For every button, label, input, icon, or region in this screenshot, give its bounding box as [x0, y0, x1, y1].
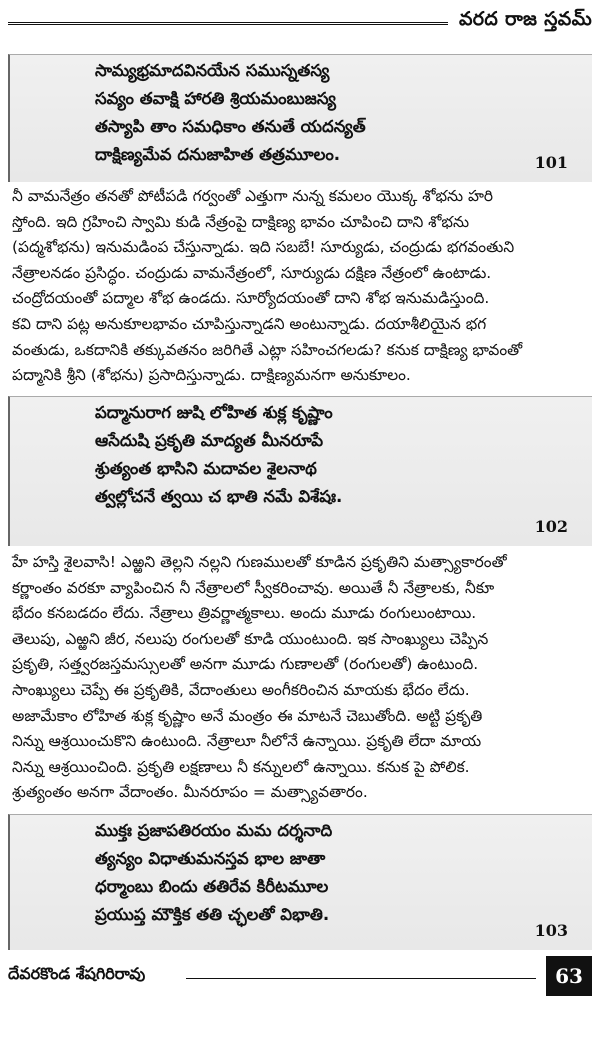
verse-line: ఆసేదుషి ప్రకృతి మాద్యత మీనరూపే [95, 431, 324, 450]
running-footer [0, 956, 600, 998]
prose-line: సాంఖ్యులు చెప్పే ఈ ప్రకృతికి, వేదాంతులు అంగీకరించిన మాయకు భేదం లేదు. [12, 680, 470, 699]
prose-line: ప్రకృతి, సత్త్వరజస్తమస్సులతో అనగా మూడు గుణాలతో (రంగులతో) ఉంటుంది. [12, 655, 479, 674]
verse-line: పద్మానురాగ జుషి లోహిత శుక్ల కృష్ణాం [95, 403, 333, 422]
author-name: దేవరకొండ శేషగిరిరావు [8, 964, 146, 983]
verse-block-102 [8, 396, 592, 546]
verse-line: దాక్షిణ్యమేవ దనుజాహిత తత్రమూలం. [95, 145, 341, 164]
book-title: వరద రాజ స్తవమ్ [458, 8, 592, 30]
prose-line: నీ వామనేత్రం తనతో పోటీపడి గర్వంతో ఎత్తుగా నున్న కమలం యొక్క శోభను హరి [12, 187, 494, 205]
prose-line: స్తోంది. ఇది గ్రహించి స్వామి కుడి నేత్రంపై దాక్షిణ్య భావం చూపించి దాని శోభను [12, 212, 470, 231]
prose-line: కర్ణాంతం వరకూ వ్యాపించిన నీ నేత్రాలలో స్వీకరించావు. అయితే నీ నేత్రాలకు, నీకూ [12, 578, 495, 597]
prose-line: తెలుపు, ఎఱ్ఱని జీర, నలుపు రంగులతో కూడి యుంటుంది. ఇక సాంఖ్యులు చెప్పిన [12, 629, 489, 648]
prose-line: నేత్రాలనడం ప్రసిద్ధం. చంద్రుడు వామనేత్రంలో, సూర్యుడు దక్షిణ నేత్రంలో ఉంటాడు. [12, 263, 492, 282]
verse-number: 102 [534, 517, 568, 536]
prose-line: హే హస్తి శైలవాసి! ఎఱ్ఱని తెల్లని నల్లని గుణములతో కూడిన ప్రకృతిని మత్స్యాకారంతో [12, 553, 507, 571]
verse-number: 101 [534, 153, 568, 172]
page-number: 63 [546, 956, 592, 996]
prose-line: పద్మానికి శ్రీని (శోభను) ప్రసాదిస్తున్నాడు. దాక్షిణ్యమనగా అనుకూలం. [12, 366, 411, 385]
prose-line: వంతుడు, ఒకదానికి తక్కువతనం జరిగితే ఎట్లా సహించగలడు? కనుక దాక్షిణ్య భావంతో [12, 340, 523, 359]
verse-block-101 [8, 54, 592, 182]
prose-line: (పద్మశోభను) ఇనుమడింప చేస్తున్నాడు. ఇది సబబే! సూర్యుడు, చంద్రుడు భగవంతుని [12, 238, 515, 257]
running-header [0, 0, 600, 48]
verse-line: తస్యాపి తాం సమధికాం తనుతే యదన్యత్ [95, 117, 366, 136]
verse-line: ధర్మాంబు బిందు తతిరేవ కిరీటమూల [95, 877, 329, 896]
prose-line: నిన్ను ఆశ్రయించింది. ప్రకృతి లక్షణాలు నీ కన్నులలో ఉన్నాయి. కనుక పై పోలిక. [12, 757, 470, 776]
prose-line: కవి దాని పట్ల అనుకూలభావం చూపిస్తున్నాడని అంటున్నాడు. దయాశీలియైన భగ [12, 314, 487, 333]
verse-line: ప్రయుప్త మౌక్తిక తతి చ్ఛలతో విభాతి. [95, 905, 330, 924]
verse-line: ముక్తః ప్రజాపతిరయం మమ దర్శనాది [95, 821, 333, 840]
verse-number: 103 [534, 921, 568, 940]
prose-line: నిన్ను ఆశ్రయించుకొని ఉంటుంది. నేత్రాలూ నీలోనే ఉన్నాయి. ప్రకృతి లేదా మాయ [12, 732, 482, 751]
verse-line: సామ్యభ్రమాదవినయేన సముస్నతస్య [95, 61, 330, 80]
verse-line: త్యన్యం విధాతుమనస్తవ భాల జాతా [95, 849, 326, 868]
prose-line: అజామేకాం లోహిత శుక్ల కృష్ణాం అనే మంత్రం ఈ మాటనే చెబుతోంది. అట్టి ప్రకృతి [12, 706, 483, 725]
footer-rule [186, 978, 536, 979]
header-rule [8, 22, 448, 25]
verse-line: సవ్యం తవాక్షి హారతి శ్రియమంబుజస్య [95, 89, 336, 108]
commentary-102 [12, 550, 592, 806]
verse-line: శ్రుత్యంత భాసిని మదావల శైలనాథ [95, 459, 317, 478]
commentary-101 [12, 184, 592, 389]
prose-line: శ్రుత్యంతం అనగా వేదాంతం. మీనరూపం = మత్స్యావతారం. [12, 783, 368, 802]
verse-block-103 [8, 814, 592, 950]
prose-line: చంద్రోదయంతో పద్మాల శోభ ఉండదు. సూర్యోదయంతో దాని శోభ ఇనుమడిస్తుంది. [12, 289, 490, 308]
prose-line: భేదం కనబడదం లేదు. నేత్రాలు త్రివర్ణాత్మకాలు. అందు మూడు రంగులుంటాయి. [12, 604, 477, 623]
verse-line: త్వల్లోచనే త్వయి చ భాతి నమే విశేషః. [95, 487, 343, 506]
